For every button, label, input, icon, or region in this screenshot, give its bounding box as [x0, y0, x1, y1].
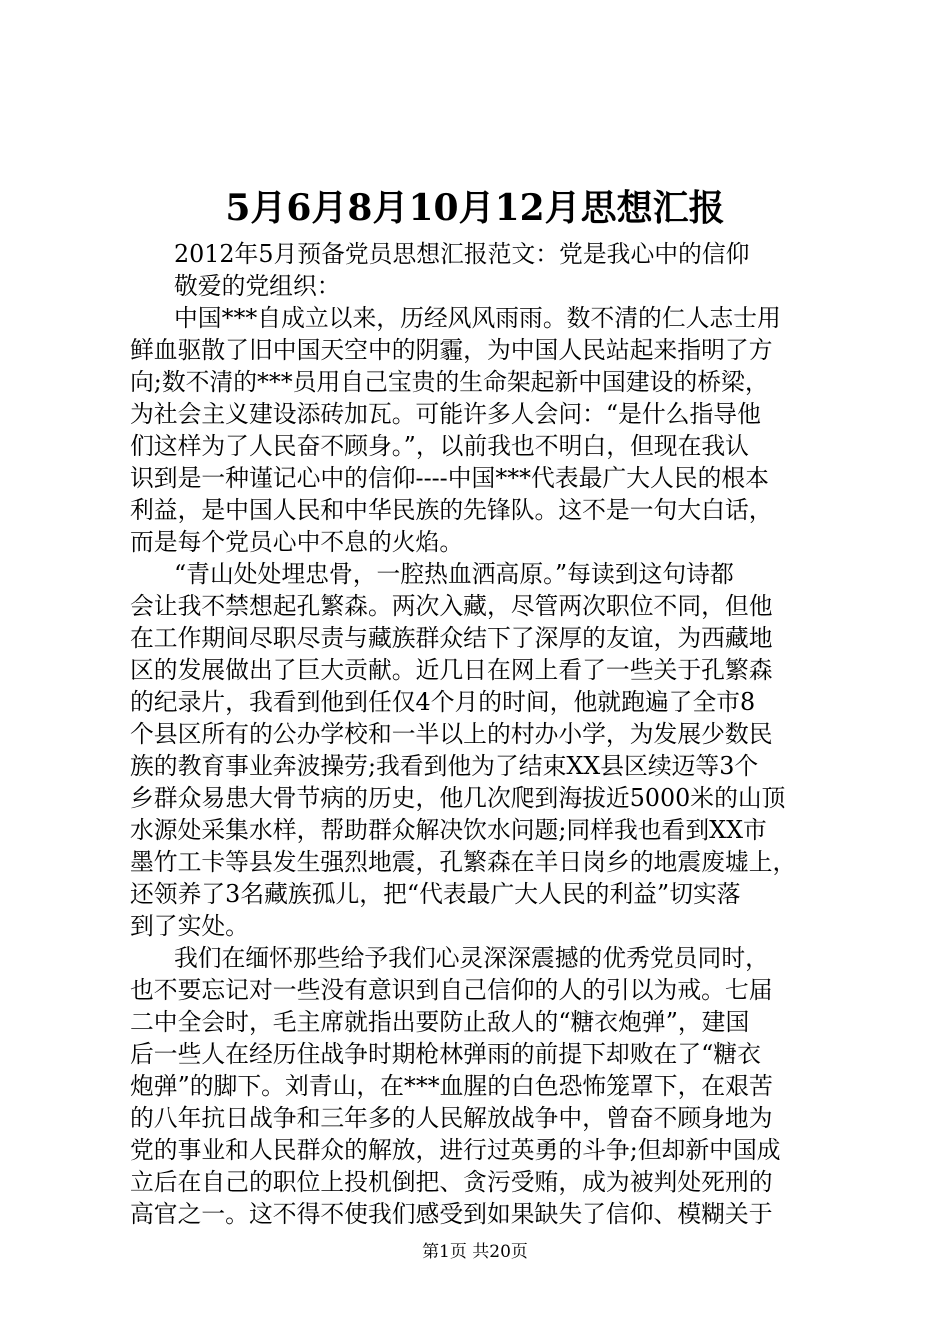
- text-line: 乡群众易患大骨节病的历史，他几次爬到海拔近5000米的山顶: [130, 784, 786, 812]
- text-line: 二中全会时，毛主席就指出要防止敌人的“糖衣炮弹”，建国: [130, 1008, 750, 1036]
- text-line: 会让我不禁想起孔繁森。两次入藏，尽管两次职位不同，但他: [130, 592, 773, 620]
- text-line: 的纪录片，我看到他到任仅4个月的时间，他就跑遍了全市8: [130, 688, 756, 716]
- text-line: 到了实处。: [130, 912, 249, 940]
- text-line: 族的教育事业奔波操劳;我看到他为了结束XX县区续迈等3个: [130, 752, 759, 780]
- text-line: 而是每个党员心中不息的火焰。: [130, 528, 464, 556]
- document-body: [130, 238, 830, 1230]
- text-line: 识到是一种谨记心中的信仰----中国***代表最广大人民的根本: [130, 464, 769, 492]
- text-line: 敬爱的党组织：: [174, 272, 341, 300]
- text-line: 水源处采集水样，帮助群众解决饮水问题;同样我也看到XX市: [130, 816, 767, 844]
- text-line: 的八年抗日战争和三年多的人民解放战争中，曾奋不顾身地为: [130, 1104, 773, 1132]
- text-line: 我们在缅怀那些给予我们心灵深深震撼的优秀党员同时，: [174, 944, 769, 972]
- text-line: 个县区所有的公办学校和一半以上的村办小学，为发展少数民: [130, 720, 773, 748]
- text-line: 墨竹工卡等县发生强烈地震，孔繁森在羊日岗乡的地震废墟上，: [130, 848, 797, 876]
- text-line: 炮弹”的脚下。刘青山，在***血腥的白色恐怖笼罩下，在艰苦: [130, 1072, 773, 1100]
- text-line: 在工作期间尽职尽责与藏族群众结下了深厚的友谊，为西藏地: [130, 624, 773, 652]
- text-line: 向;数不清的***员用自己宝贵的生命架起新中国建设的桥梁，: [130, 368, 769, 396]
- text-line: 区的发展做出了巨大贡献。近几日在网上看了一些关于孔繁森: [130, 656, 773, 684]
- text-line: 鲜血驱散了旧中国天空中的阴霾，为中国人民站起来指明了方: [130, 336, 773, 364]
- text-line: 中国***自成立以来，历经风风雨雨。数不清的仁人志士用: [174, 304, 781, 332]
- document-title: 5月6月8月10月12月思想汇报: [225, 187, 725, 229]
- text-line: 立后在自己的职位上投机倒把、贪污受贿，成为被判处死刑的: [130, 1168, 773, 1196]
- text-line: 利益，是中国人民和中华民族的先锋队。这不是一句大白话，: [130, 496, 773, 524]
- text-line: 后一些人在经历住战争时期枪林弹雨的前提下却败在了“糖衣: [130, 1040, 761, 1068]
- text-line: 也不要忘记对一些没有意识到自己信仰的人的引以为戒。七届: [130, 976, 773, 1004]
- page-footer: 第1页 共20页: [422, 1242, 528, 1262]
- text-line: 2012年5月预备党员思想汇报范文：党是我心中的信仰: [174, 240, 750, 268]
- text-line: 们这样为了人民奋不顾身。”，以前我也不明白，但现在我认: [130, 432, 749, 460]
- text-line: 党的事业和人民群众的解放，进行过英勇的斗争;但却新中国成: [130, 1136, 781, 1164]
- text-line: 为社会主义建设添砖加瓦。可能许多人会问：“是什么指导他: [130, 400, 761, 428]
- text-line: “青山处处埋忠骨，一腔热血洒高原。”每读到这句诗都: [174, 560, 734, 588]
- text-line: 高官之一。这不得不使我们感受到如果缺失了信仰、模糊关于: [130, 1200, 773, 1228]
- text-line: 还领养了3名藏族孤儿，把“代表最广大人民的利益”切实落: [130, 880, 741, 908]
